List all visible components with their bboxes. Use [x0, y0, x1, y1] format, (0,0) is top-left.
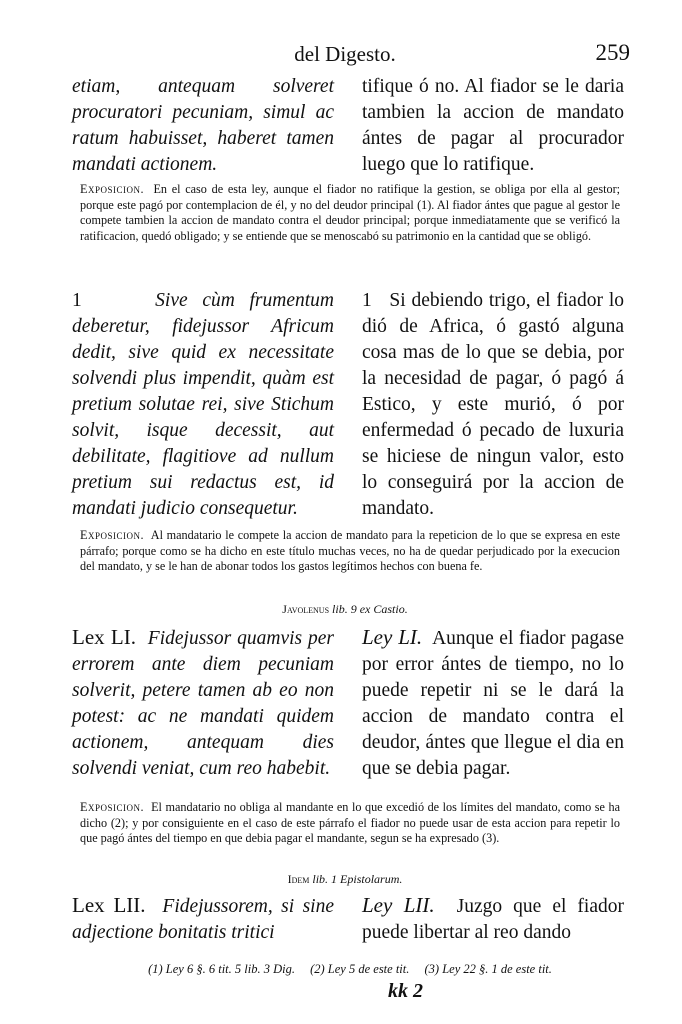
exposicion-text: Al mandatario le compete la accion de mandato para la repeticion de lo que se expresa en este párrafo; porque como se ha dicho en este título muchas veces, no ha de quedar perjudicado por la execucion del mandato, y se le han de abonar todos los gastos legítimos hechos con buena fe. — [80, 528, 621, 573]
paragraph-number: 1 — [362, 290, 372, 311]
exposicion-2 — [80, 528, 620, 575]
paragraph-number: 1 — [72, 290, 82, 311]
running-title: del Digesto. — [294, 42, 396, 66]
latin-column — [72, 892, 334, 946]
page-number: 259 — [595, 40, 630, 65]
exposicion-text: En el caso de esta ley, aunque el fiador no ratifique la gestion, se obliga por ella al gestor; porque este pagó por contemplacion de él, y no del deudor principal (1). Al fiador ántes que pague al gestor le compete tambien la accion de mandato contra el deudor principal; porque inmediatamente que se verificó la ratificacion, quedó obligado; y se entiende que se menoscabó su patrimonio en la cantidad que se obligó. — [80, 182, 621, 243]
attribution-author: Idem — [287, 872, 310, 886]
exposicion-label: Exposicion. — [80, 528, 144, 542]
footnotes — [80, 962, 620, 977]
attribution-2 — [60, 872, 630, 887]
attribution-source: lib. 1 Epistolarum. — [312, 872, 403, 886]
spanish-column — [362, 74, 624, 178]
latin-text: Fidejussor quamvis per errorem ante diem pecuniam solverit, petere tamen ab eo non potest: ac ne mandati quidem actionem, antequam dies solvendi veniat, cum reo habebit. — [72, 628, 334, 779]
latin-column — [72, 624, 334, 782]
page-header — [60, 40, 630, 70]
signature-mark: kk 2 — [388, 980, 423, 1002]
latin-text: etiam, antequam solveret procuratori pecuniam, simul ac ratum habuisset, haberet tamen mandati actionem. — [72, 76, 334, 175]
text-block-4 — [72, 892, 624, 946]
attribution-author: Javolenus — [282, 602, 330, 616]
text-block-1 — [72, 74, 624, 178]
attribution-1 — [60, 602, 630, 617]
spanish-text: Juzgo que el fiador puede libertar al reo dando — [362, 896, 624, 943]
exposicion-3 — [80, 800, 620, 847]
footnote-3: (3) Ley 22 §. 1 de este tit. — [424, 962, 552, 976]
exposicion-label: Exposicion. — [80, 800, 144, 814]
footnote-1: (1) Ley 6 §. 6 tit. 5 lib. 3 Dig. — [148, 962, 295, 976]
exposicion-1 — [80, 182, 620, 244]
lex-label: Lex LI. — [72, 625, 136, 649]
exposicion-label: Exposicion. — [80, 182, 144, 196]
ley-label: Ley LII. — [362, 893, 435, 917]
latin-column — [72, 288, 334, 522]
attribution-source: lib. 9 ex Castio. — [332, 602, 408, 616]
text-block-3 — [72, 624, 624, 782]
spanish-column — [362, 892, 624, 946]
spanish-text: Aunque el fiador pagase por error ántes de tiempo, no lo puede repetir ni se le dará la accion de mandato contra el deudor, ántes que llegue el dia en que se debia pagar. — [362, 628, 624, 779]
spanish-text: tifique ó no. Al fiador se le daria tambien la accion de mandato ántes de pagar al procurador luego que lo ratifique. — [362, 76, 624, 175]
latin-text: Fidejussorem, si sine adjectione bonitatis tritici — [72, 896, 334, 943]
ley-label: Ley LI. — [362, 625, 423, 649]
spanish-column — [362, 624, 624, 782]
spanish-text: Si debiendo trigo, el fiador lo dió de Africa, ó gastó alguna cosa mas de lo que se debia, por la necesidad de pagar, ó pagó á Estico, y este murió, ó por enfermedad ó pecado de luxuria se hiciese de ningun valor, esto lo conseguirá por la accion de mandato. — [362, 290, 624, 519]
footnote-2: (2) Ley 5 de este tit. — [310, 962, 410, 976]
latin-text: Sive cùm frumentum deberetur, fidejussor Africum dedit, sive quid ex necessitate solvendi plus impendit, quàm est pretium solutae rei, sive Stichum solvit, isque decessit, aut debilitate, flagitiove ad nullum pretium sui redactus est, id mandati judicio consequetur. — [72, 290, 334, 519]
spanish-column — [362, 288, 624, 522]
exposicion-text: El mandatario no obliga al mandante en lo que excedió de los límites del mandato, como se ha dicho (2); y por consiguiente en el caso de este párrafo el fiador no puede usar de esta accion para repetir lo que pagó ántes del tiempo en que debia pagar el mandante, segun se ha expresado (3). — [80, 800, 621, 845]
latin-column — [72, 74, 334, 178]
lex-label: Lex LII. — [72, 893, 146, 917]
text-block-2 — [72, 288, 624, 522]
